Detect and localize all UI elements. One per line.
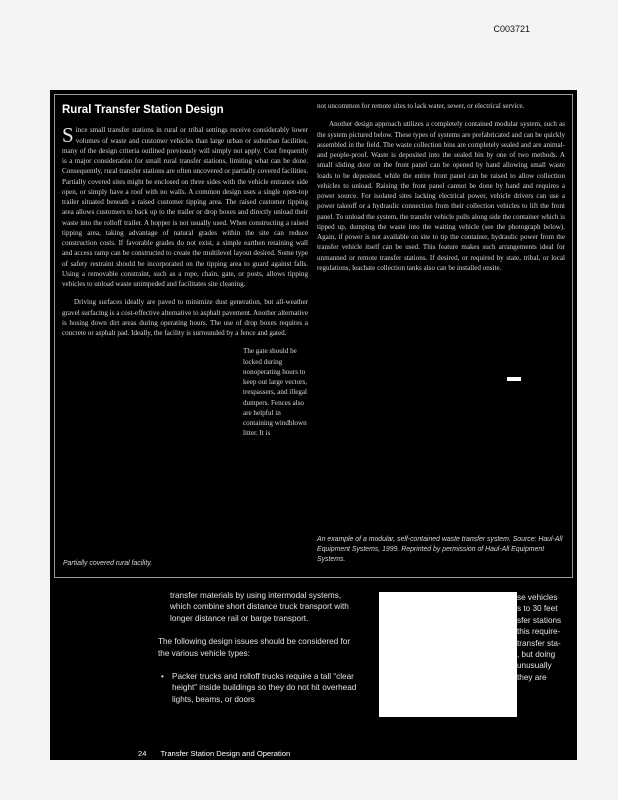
- fragment-line: s to 30 feet: [517, 604, 558, 614]
- blank-white-region: [379, 592, 517, 717]
- drop-cap: S: [62, 123, 74, 148]
- left-photo-caption: Partially covered rural facility.: [63, 560, 153, 567]
- photo-highlight: [507, 377, 521, 381]
- sidebar-right-column: [317, 101, 565, 441]
- right-column-fragments: [517, 592, 577, 683]
- footer-title: Transfer Station Design and Operation: [160, 749, 291, 758]
- page-footer: [136, 748, 292, 759]
- sidebar-title: Rural Transfer Station Design: [62, 104, 224, 116]
- fragment-line: unusually: [517, 661, 552, 671]
- fragment-line: transfer sta-: [517, 638, 561, 648]
- body-paragraph-1: transfer materials by using intermodal systems, which combine short distance truck transport with longer distance rail or barge transport.: [170, 591, 349, 623]
- fragment-line: se vehicles: [517, 593, 558, 602]
- fragment-line: , but doing: [517, 650, 556, 660]
- main-body-text: [158, 590, 358, 705]
- fragment-line: they are: [517, 672, 547, 682]
- sidebar-left-column: [62, 101, 308, 488]
- modular-system-photo: [317, 281, 565, 441]
- right-photo-caption: An example of a modular, self-contained waste transfer system. Source: Haul-All Equipment Systems, 1999. Reprinted by permission of Haul-All Equipment Systems.: [317, 536, 563, 563]
- body-paragraph-2: The following design issues should be considered for the various vehicle types:: [158, 637, 351, 658]
- sidebar-paragraph-2-wrap: [62, 346, 308, 438]
- rural-facility-photo: [62, 348, 237, 488]
- fragment-line: sfer stations: [517, 615, 562, 625]
- list-item: • Packer trucks and rolloff trucks require a tall “clear height” inside buildings so they do not hit overhead lights, beams, or doors: [166, 671, 358, 705]
- vehicle-design-list: [158, 671, 358, 705]
- sidebar-paragraph-1: [62, 125, 308, 289]
- fragment-line: this require-: [517, 627, 561, 637]
- sidebar-right-paragraph-0: not uncommon for remote sites to lack water, sewer, or electrical service.: [317, 102, 525, 110]
- sidebar-right-paragraph-1: Another design approach utilizes a completely contained modular system, such as the system pictured below. These types of systems are prefabricated and can be quickly assembled in the field. The waste collection bins are completely sealed and are animal- and people-proof. Waste is deposited into the sealed bin by one of two methods. A small sliding door on the front panel can be opened by hand allowing small waste loads to be deposited, while the entire front panel can be raised to allow collection vehicles to unload. Raising the front panel cannot be done by hand and requires a power source. For isolated sites lacking electrical power, vehicle drivers can use a power takeoff or a hydraulic connection from their collection vehicles to lift the front panel. To unload the system, the transfer vehicle pulls along side the container which is tipped up, dumping the waste into the waiting vehicle (see the photograph below). Again, if power is not available on site to tip the container, hydraulic power from the transfer vehicle itself can be used. This feature makes such arrangements ideal for unmanned or remote transfer stations. If desired, or required by state, tribal, or local regulations, leachate collection tanks also can be installed onsite.: [317, 120, 565, 272]
- page-number: 24: [138, 749, 147, 758]
- sidebar-paragraph-2: Driving surfaces ideally are paved to minimize dust generation, but all-weather gravel surfacing is a cost-effective alternative to asphalt pavement. Another alternative is hosing down dirt areas during operating hours. The use of drop boxes requires a concrete or asphalt pad. Ideally, the facility is surrounded by a fence and gated.: [62, 298, 308, 337]
- sidebar-paragraph-1-text: ince small transfer stations in rural or tribal settings receive considerably lower volumes of waste and customer vehicles than large urban or suburban facilities, many of the design criteria outlined previously will simply not apply. Cost frequently is a major consideration for small rural transfer stations, limiting what can be done. Consequently, rural transfer stations are often uncovered or partially covered facilities. Partially covered sites might be enclosed on three sides with the vehicle entrance side open, or simply have a roof with no walls. A common design uses a single open-top trailer situated beneath a raised customer tipping area. The raised customer tipping area allows customers to back up to the trailer or drop boxes and directly unload their waste into the rolloff trailer. A hopper is not usually used. When constructing a raised tipping area, taking advantage of natural grades within the site can reduce construction costs. If favorable grades do not exist, a simple earthen retaining wall and access ramp can be constructed to create the multilevel layout desired. Some type of safety restraint should be incorporated on the tipping area to guard against falls. Using a removable constraint, such as a rope, chain, gate, or posts, allows tipping vehicles to unload waste unimpeded and facilitates site cleaning.: [62, 126, 308, 288]
- sidebar-paragraph-2-continued: The gate should be locked during nonoperating hours to keep out large vectors, trespassers, and illegal dumpers. Fences also are helpful in containing windblown litter. It is: [243, 347, 308, 438]
- document-id: C003721: [493, 24, 530, 34]
- sidebar-box: [54, 94, 573, 578]
